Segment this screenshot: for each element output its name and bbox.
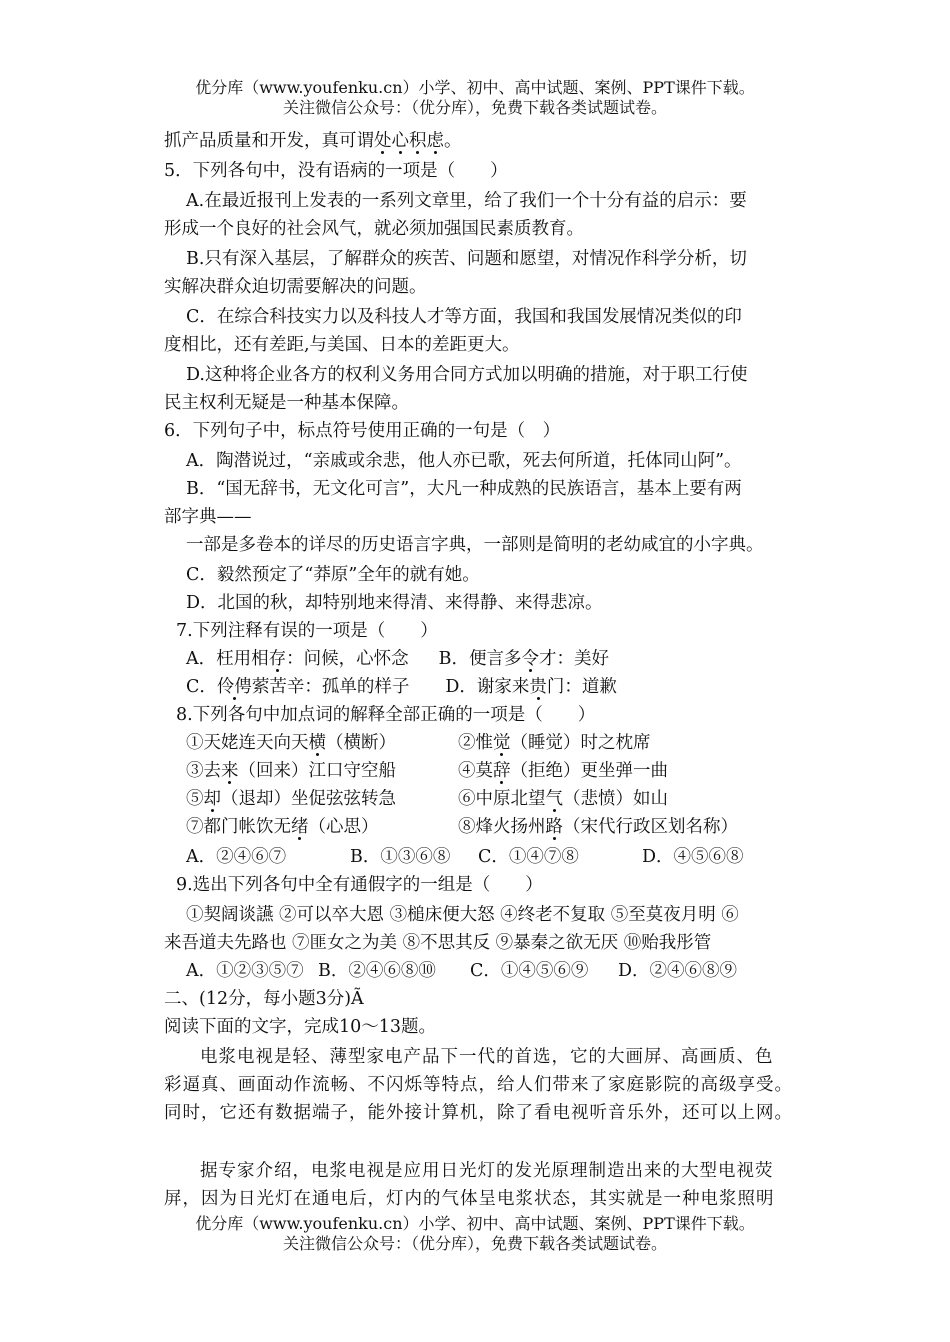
q9-choice-c: C．①④⑤⑥⑨ <box>470 961 589 981</box>
q6-option-b-line2: 部字典—— <box>164 507 252 527</box>
q5-option-a-line2: 形成一个良好的社会风气，就必须加强国民素质教育。 <box>164 219 584 239</box>
q5-option-c-line1: C．在综合科技实力以及科技人才等方面，我国和我国发展情况类似的印 <box>186 307 742 327</box>
q8-stem: 8.下列各句中加点词的解释全部正确的一项是（ ） <box>176 705 596 725</box>
q4-tail-text: 抓产品质量和开发，真可谓 <box>164 131 374 151</box>
q8-choice-c: C．①④⑦⑧ <box>478 847 579 867</box>
q5-option-c-line2: 度相比，还有差距,与美国、日本的差距更大。 <box>164 335 520 355</box>
dotted-char: 令 <box>521 649 540 669</box>
q5-option-a-line1: A.在最近报刊上发表的一系列文章里，给了我们一个十分有益的启示：要 <box>186 191 747 211</box>
q5-stem: 5．下列各句中，没有语病的一项是（ ） <box>164 161 508 181</box>
footer-line-2: 关注微信公众号：（优分库），免费下载各类试题试卷。 <box>282 1234 667 1253</box>
dotted-char: 贵 <box>529 677 547 697</box>
passage-p2-line1: 据专家介绍，电浆电视是应用日光灯的发光原理制造出来的大型电视荧 <box>200 1161 774 1181</box>
q8-item-5: ⑤却（退却）坐促弦弦转急 <box>186 789 396 809</box>
q9-items-line2: 来吾道夫先路也 ⑦匪女之为美 ⑧不思其反 ⑨暴秦之欲无厌 ⑩贻我彤管 <box>164 933 712 953</box>
header-line-2: 关注微信公众号：（优分库），免费下载各类试题试卷。 <box>282 98 667 117</box>
q9-choice-d: D．②④⑥⑧⑨ <box>618 961 738 981</box>
q5-option-d-line1: D.这种将企业各方的权利义务用合同方式加以明确的措施，对于职工行使 <box>186 365 748 385</box>
passage-p1-line2: 彩逼真、画面动作流畅、不闪烁等特点，给人们带来了家庭影院的高级享受。 <box>164 1075 793 1095</box>
q6-stem: 6．下列句子中，标点符号使用正确的一句是（ ） <box>164 421 561 441</box>
q8-choice-a: A．②④⑥⑦ <box>186 847 287 867</box>
dotted-char: 处 <box>374 131 392 151</box>
passage-p2-line2: 屏，因为日光灯在通电后，灯内的气体呈电浆状态，其实就是一种电浆照明 <box>164 1189 775 1209</box>
passage-p1-line1: 电浆电视是轻、薄型家电产品下一代的首选，它的大画屏、高画质、色 <box>200 1047 774 1067</box>
header-line-1: 优分库（www.youfenku.cn）小学、初中、高中试题、案例、PPT课件下载。 <box>195 78 755 97</box>
dotted-char: 虑 <box>426 131 444 151</box>
q9-stem: 9.选出下列各句中全有通假字的一组是（ ） <box>176 875 543 895</box>
q5-option-b-line2: 实解决群众迫切需要解决的问题。 <box>164 277 427 297</box>
q6-option-b-line1: B．“国无辞书，无文化可言”，大凡一种成熟的民族语言，基本上要有两 <box>186 479 742 499</box>
q7-options-row2: C．伶俜萦苦辛：孤单的样子 D．谢家来贵门：道歉 <box>186 677 617 697</box>
q8-item-1: ①天姥连天向天横（横断） <box>186 733 396 753</box>
q8-item-4: ④莫辞（拒绝）更坐弹一曲 <box>458 761 668 781</box>
q6-option-b-line3: 一部是多卷本的详尽的历史语言字典，一部则是简明的老幼咸宜的小字典。 <box>186 535 764 555</box>
q8-item-6: ⑥中原北望气（悲愤）如山 <box>458 789 668 809</box>
q4-tail <box>164 128 462 154</box>
q9-items-line1: ①契阔谈讌 ②可以卒大恩 ③槌床便大怒 ④终老不复取 ⑤至莫夜月明 ⑥ <box>186 905 739 925</box>
passage-p1-line3: 同时，它还有数据端子，能外接计算机，除了看电视听音乐外，还可以上网。 <box>164 1103 793 1123</box>
q9-choice-b: B．②④⑥⑧⑩ <box>318 961 436 981</box>
dotted-char: 存 <box>268 649 287 669</box>
q8-item-2: ②惟觉（睡觉）时之枕席 <box>458 733 651 753</box>
q5-option-b-line1: B.只有深入基层，了解群众的疾苦、问题和愿望，对情况作科学分析，切 <box>186 249 747 269</box>
section-2-title: 二、(12分，每小题3分)Ã <box>164 989 364 1009</box>
q8-choice-b: B．①③⑥⑧ <box>350 847 451 867</box>
q7-options-row1: A．枉用相存：问候，心怀念 B．便言多令才：美好 <box>186 649 610 669</box>
q6-option-d: D．北国的秋，却特别地来得清、来得静、来得悲凉。 <box>186 593 603 613</box>
section-2-intro: 阅读下面的文字，完成10～13题。 <box>164 1017 437 1037</box>
dotted-char: 心 <box>391 131 409 151</box>
dotted-char: 伶俜 <box>216 677 252 697</box>
q8-item-7: ⑦都门帐饮无绪（心思） <box>186 817 379 837</box>
q8-item-3: ③去来（回来）江口守空船 <box>186 761 396 781</box>
dotted-char: 积 <box>409 131 427 151</box>
q7-stem: 7.下列注释有误的一项是（ ） <box>176 621 438 641</box>
q6-option-c: C．毅然预定了“莽原”全年的就有她。 <box>186 565 480 585</box>
q9-choice-a: A．①②③⑤⑦ <box>186 961 304 981</box>
q4-tail-end: 。 <box>444 131 462 151</box>
q8-choice-d: D．④⑤⑥⑧ <box>642 847 744 867</box>
q8-item-8: ⑧烽火扬州路（宋代行政区划名称） <box>458 817 738 837</box>
q5-option-d-line2: 民主权利无疑是一种基本保障。 <box>164 393 409 413</box>
q6-option-a: A．陶潜说过，“亲戚或余悲，他人亦已歌，死去何所道，托体同山阿”。 <box>186 451 742 471</box>
footer-line-1: 优分库（www.youfenku.cn）小学、初中、高中试题、案例、PPT课件下载。 <box>195 1214 755 1233</box>
